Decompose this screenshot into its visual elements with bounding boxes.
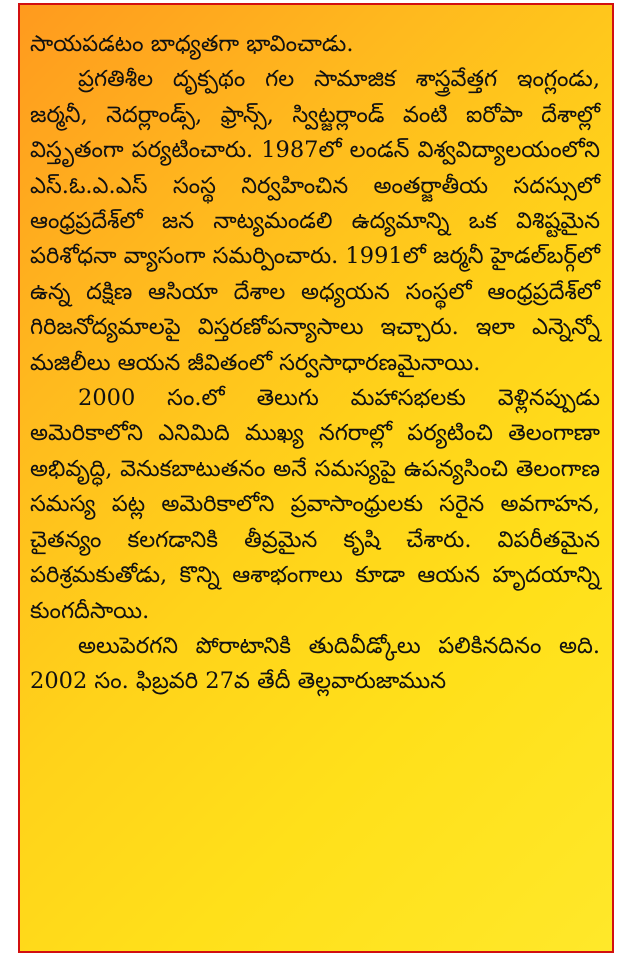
paragraph-4: అలుపెరగని పోరాటానికి తుదివీడ్కోలు పలికినదినం అది. 2002 సం. ఫిబ్రవరి 27వ తేదీ తెల్లవారుజామున xyxy=(30,632,600,695)
paragraph-2: ప్రగతిశీల దృక్పథం గల సామాజిక శాస్త్రవేత్తగ ఇంగ్లండు, జర్మనీ, నెదర్లాండ్స్, ఫ్రాన్స్, స్విట్జర్లాండ్ వంటి ఐరోపా దేశాల్లో విస్తృతంగా పర్యటించారు. 1987లో లండన్ విశ్వవిద్యాలయంలోని ఎస్.ఓ.ఎ.ఎస్ సంస్థ నిర్వహించిన అంతర్జాతీయ సదస్సులో ఆంధ్రప్రదేశ్‌లో జన నాట్యమండలి ఉద్యమాన్ని ఒక విశిష్టమైన పరిశోధనా వ్యాసంగా సమర్పించారు. 1991లో జర్మనీ హైడల్‌బర్గ్‌లో ఉన్న దక్షిణ ఆసియా దేశాల అధ్యయన సంస్థలో ఆంధ్రప్రదేశ్‌లో గిరిజనోద్యమాలపై విస్తరణోపన్యాసాలు ఇచ్చారు. ఇలా ఎన్నెన్నో మజిలీలు ఆయన జీవితంలో సర్వసాధారణమైనాయి. xyxy=(30,66,600,376)
page-frame xyxy=(18,3,614,953)
paragraph-3: 2000 సం.లో తెలుగు మహాసభలకు వెళ్లినప్పుడు అమెరికాలోని ఎనిమిది ముఖ్య నగరాల్లో పర్యటించి తెలంగాణా అభివృద్ధి, వెనుకబాటుతనం అనే సమస్యపై ఉపన్యసించి తెలంగాణ సమస్య పట్ల అమెరికాలోని ప్రవాసాంధ్రులకు సరైన అవగాహన, చైతన్యం కలగడానికి తీవ్రమైన కృషి చేశారు. విపరీతమైన పరిశ్రమకుతోడు, కొన్ని ఆశాభంగాలు కూడా ఆయన హృదయాన్ని కుంగదీసాయి. xyxy=(30,385,600,624)
paragraph-1: సాయపడటం బాధ్యతగా భావించాడు. xyxy=(30,31,354,57)
text-body xyxy=(30,27,600,700)
